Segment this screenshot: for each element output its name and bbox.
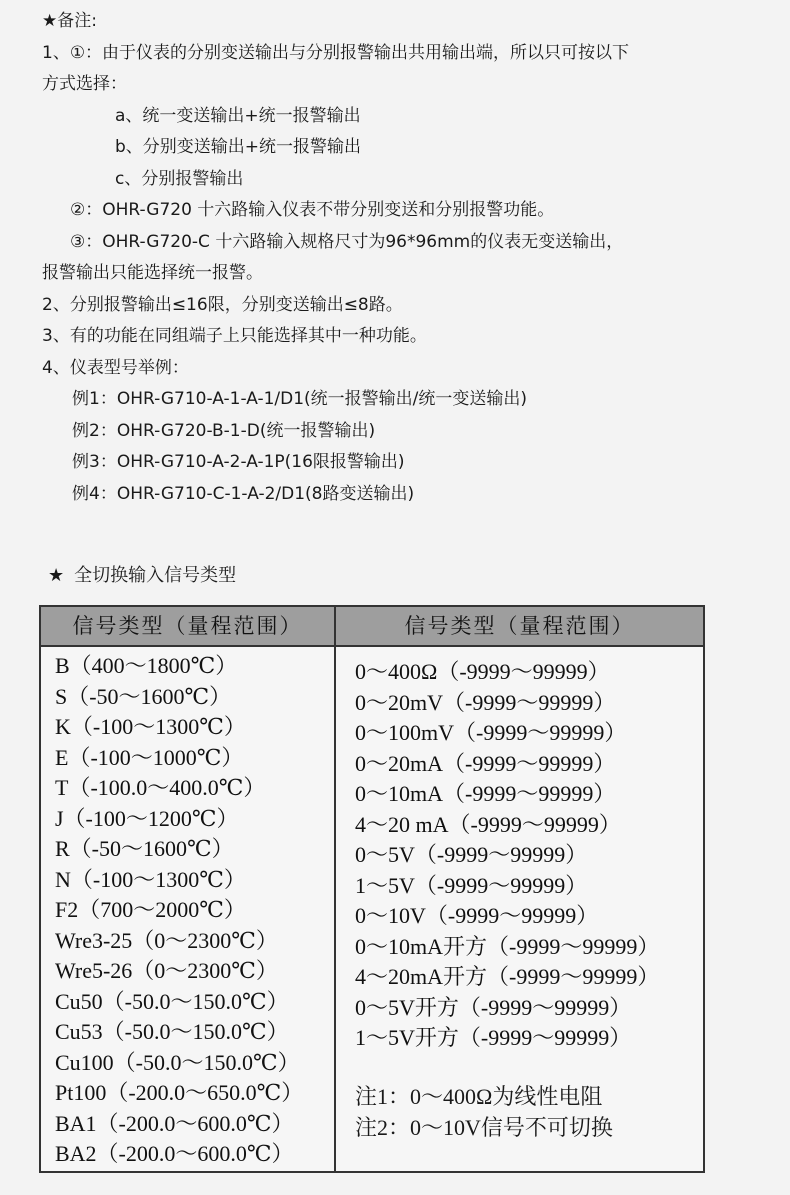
section-title (48, 563, 236, 589)
note-option-b: b、分别变送输出+统一报警输出 (115, 137, 362, 157)
example-line: 例3：OHR-G710-A-2-A-1P(16限报警输出) (72, 452, 405, 472)
note-line: 3、有的功能在同组端子上只能选择其中一种功能。 (42, 326, 427, 346)
table-header-right: 信号类型（量程范围） (404, 614, 635, 638)
signal-type-cell: S（-50～1600℃） (55, 683, 232, 709)
signal-type-cell: 0～20mV（-9999～99999） (355, 689, 616, 715)
signal-type-cell: 0～5V（-9999～99999） (355, 842, 588, 867)
signal-type-cell: Cu53（-50.0～150.0℃） (55, 1019, 289, 1044)
note-line: 1、①：由于仪表的分别变送输出与分别报警输出共用输出端，所以只可按以下 (42, 42, 630, 63)
note-line: ②：OHR-G720 十六路输入仪表不带分别变送和分别报警功能。 (70, 200, 555, 220)
table-header-row (41, 607, 703, 647)
signal-type-cell: Cu100（-50.0～150.0℃） (55, 1049, 300, 1075)
signal-type-cell: J（-100～1200℃） (55, 805, 239, 831)
note-line: 2、分别报警输出≤16限，分别变送输出≤8路。 (42, 294, 403, 315)
note-line: 方式选择： (42, 74, 127, 94)
column-divider (334, 607, 336, 1171)
signal-type-cell: 0～10mA开方（-9999～99999） (355, 933, 660, 959)
example-line: 例2：OHR-G720-B-1-D(统一报警输出) (72, 420, 376, 441)
signal-type-cell: 0～10V（-9999～99999） (355, 903, 599, 928)
signal-type-cell: Wre3-25（0～2300℃） (55, 927, 278, 953)
table-header-left: 信号类型（量程范围） (72, 614, 303, 638)
star-icon: ★ (48, 565, 65, 586)
note-line: 报警输出只能选择统一报警。 (42, 263, 263, 283)
table-footnotes (355, 1081, 613, 1143)
table-left-column (55, 651, 303, 1170)
example-line: 例1：OHR-G710-A-1-A-1/D1(统一报警输出/统一变送输出) (72, 389, 528, 409)
signal-type-cell: 1～5V（-9999～99999） (355, 872, 588, 898)
signal-type-cell: BA2（-200.0～600.0℃） (55, 1141, 294, 1166)
footnote: 注1：0～400Ω为线性电阻 (355, 1084, 603, 1109)
signal-type-cell: Cu50（-50.0～150.0℃） (55, 988, 289, 1014)
signal-type-cell: B（400～1800℃） (55, 653, 238, 678)
signal-type-cell: 0～400Ω（-9999～99999） (355, 659, 610, 684)
note-line: 4、仪表型号举例： (42, 357, 189, 378)
signal-type-cell: Wre5-26（0～2300℃） (55, 958, 278, 983)
signal-type-cell: K（-100～1300℃） (55, 714, 246, 739)
section-title-text: 全切换输入信号类型 (74, 565, 237, 586)
footnote: 注2：0～10V信号不可切换 (355, 1115, 613, 1140)
signal-type-cell: 4～20mA开方（-9999～99999） (355, 964, 660, 989)
note-option-c: c、分别报警输出 (115, 168, 244, 189)
signal-type-cell: R（-50～1600℃） (55, 836, 234, 861)
notes-section (42, 6, 772, 510)
note-line: ③：OHR-G720-C 十六路输入规格尺寸为96*96mm的仪表无变送输出， (70, 231, 624, 252)
signal-type-cell: Pt100（-200.0～650.0℃） (55, 1080, 304, 1105)
table-right-column (355, 657, 659, 1054)
signal-type-cell: E（-100～1000℃） (55, 744, 244, 770)
signal-type-cell: 0～20mA（-9999～99999） (355, 750, 616, 776)
signal-type-cell: 1～5V开方（-9999～99999） (355, 1025, 632, 1050)
signal-type-table (39, 605, 705, 1173)
notes-title: ★备注: (42, 11, 97, 31)
example-line: 例4：OHR-G710-C-1-A-2/D1(8路变送输出) (72, 483, 415, 504)
signal-type-cell: 4～20 mA（-9999～99999） (355, 811, 621, 837)
signal-type-cell: 0～10mA（-9999～99999） (355, 781, 616, 806)
signal-type-cell: 0～100mV（-9999～99999） (355, 720, 627, 745)
signal-type-cell: F2（700～2000℃） (55, 897, 246, 922)
note-option-a: a、统一变送输出+统一报警输出 (115, 105, 361, 126)
signal-type-cell: N（-100～1300℃） (55, 866, 246, 892)
signal-type-cell: 0～5V开方（-9999～99999） (355, 994, 632, 1020)
signal-type-cell: T（-100.0～400.0℃） (55, 775, 266, 800)
signal-type-cell: BA1（-200.0～600.0℃） (55, 1110, 294, 1136)
